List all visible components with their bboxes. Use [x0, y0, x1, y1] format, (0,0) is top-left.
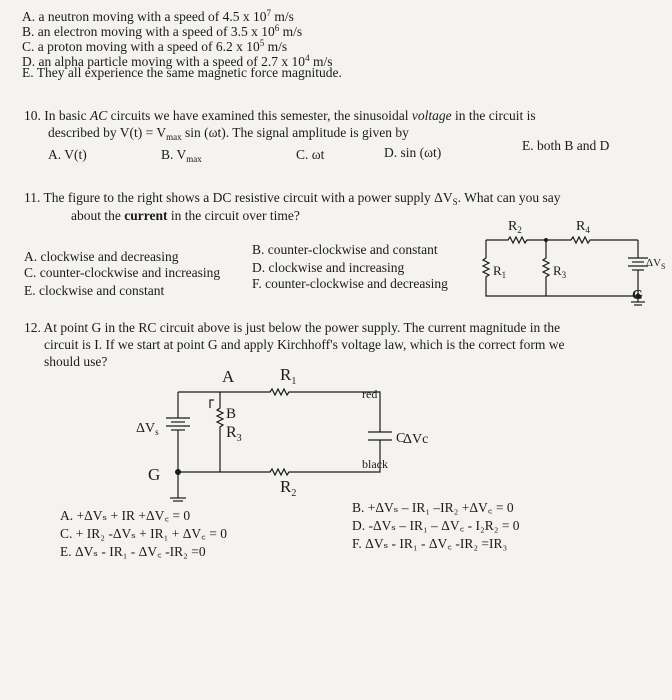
- q10-option-d: D. sin (ωt): [384, 145, 442, 160]
- q12-stem-line3: should use?: [44, 354, 108, 369]
- q12-option-d: D. -ΔVₛ – IR₁ – ΔV꜀ - I₂R₂ = 0: [352, 518, 520, 533]
- q11-r2-label: $R_2$: [508, 219, 522, 235]
- q11-option-a: A. clockwise and decreasing: [24, 249, 179, 264]
- q11-stem-line2: about the current in the circuit over time?: [71, 208, 300, 223]
- q9-option-c: C. a proton moving with a speed of 6.2 x $10^5$ m/s: [22, 38, 288, 54]
- q12-r3-label: $R_3$: [226, 424, 242, 444]
- q10-option-c: C. ωt: [296, 147, 325, 162]
- q12-vc-text: ΔVc: [403, 432, 429, 447]
- q10-stem-line1: 10. In basic AC circuits we have examined this semester, the sinusoidal voltage in the circuit is: [24, 108, 536, 123]
- q11-option-f: F. counter-clockwise and decreasing: [252, 276, 448, 291]
- q12-point-a-label: A: [222, 367, 235, 386]
- q12-stem-line2: circuit is I. If we start at point G and apply Kirchhoff's voltage law, which is the correct form we: [44, 337, 565, 352]
- q11-option-e: E. clockwise and constant: [24, 283, 165, 298]
- q12-option-f: F. ΔVₛ - IR₁ - ΔV꜀ -IR₂ =IR₃: [352, 536, 508, 551]
- q12-stem-line1: 12. At point G in the RC circuit above is just below the power supply. The current magnitude in the: [24, 320, 561, 335]
- q11-option-d: D. clockwise and increasing: [252, 260, 405, 275]
- q11-option-c: C. counter-clockwise and increasing: [24, 265, 221, 280]
- q12-r2-label: $R_2$: [280, 477, 297, 499]
- q11-point-g-label: G: [632, 288, 643, 303]
- q9-option-b: B. an electron moving with a speed of 3.5 x $10^6$ m/s: [22, 23, 303, 39]
- q10-stem-line2: described by $V(t) = V_{max}$ sin (ωt). The signal amplitude is given by: [48, 125, 409, 142]
- q12-vs-label: $\Delta V_s$: [136, 421, 159, 437]
- q11-vs-label: $\Delta V_S$: [646, 257, 666, 271]
- q9-option-e: E. They all experience the same magnetic force magnitude.: [22, 65, 342, 80]
- q12-r1-label: $R_1$: [280, 365, 297, 387]
- q12-option-b: B. +ΔVₛ – IR₁ –IR₂ +ΔV꜀ = 0: [352, 500, 514, 515]
- q12-point-c-label: C: [396, 431, 406, 446]
- q12-option-a: A. +ΔVₛ + IR +ΔV꜀ = 0: [60, 508, 191, 523]
- q11-r1-label: $R_1$: [493, 263, 507, 280]
- q10-option-a: A. V(t): [48, 147, 87, 162]
- q10-option-e: E. both B and D: [522, 138, 610, 153]
- q12-option-e: E. ΔVₛ - IR₁ - ΔV꜀ -IR₂ =0: [60, 544, 206, 559]
- q11-r3-label: $R_3$: [553, 263, 567, 280]
- q12-option-c: C. + IR₂ -ΔVₛ + IR₁ + ΔV꜀ = 0: [60, 526, 227, 541]
- q9-option-d: D. an alpha particle moving with a speed of 2.7 x $10^4$ m/s: [22, 53, 333, 69]
- q10-option-b: B. $V_{max}$: [161, 147, 202, 164]
- q12-point-g-dot: [175, 469, 181, 475]
- q12-black-label: black: [362, 457, 388, 471]
- q9-option-a: A. a neutron moving with a speed of 4.5 x $10^7$ m/s: [22, 8, 294, 24]
- q11-option-b: B. counter-clockwise and constant: [252, 242, 438, 257]
- q12-circuit-diagram: [130, 360, 430, 510]
- q11-circuit-diagram: [476, 218, 666, 318]
- q12-point-b-label: B: [226, 406, 237, 422]
- q11-junction-dot: [544, 238, 548, 242]
- q11-stem-line1: 11. The figure to the right shows a DC resistive circuit with a power supply $\Delta V_S$. What can you say: [24, 190, 561, 207]
- q12-point-g-label: G: [148, 465, 161, 484]
- q11-r4-label: $R_4$: [576, 219, 590, 235]
- q12-red-label: red: [362, 387, 378, 401]
